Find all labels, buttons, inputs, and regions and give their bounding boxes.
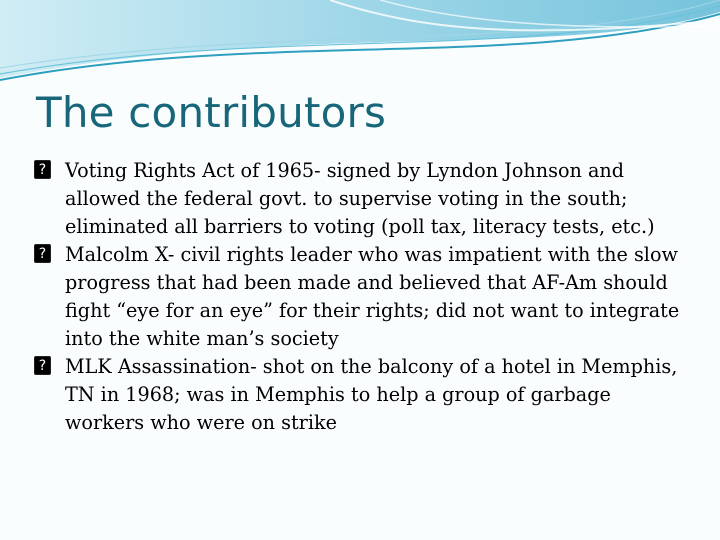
bullet-item — [34, 353, 694, 437]
replacement-character-icon: ? — [34, 160, 51, 179]
replacement-character-icon: ? — [34, 356, 51, 375]
bullet-item — [34, 241, 694, 353]
bullet-text: Voting Rights Act of 1965- signed by Lyndon Johnson and allowed the federal govt. to supervise voting in the south; eliminated all barriers to voting (poll tax, literacy tests, etc.) — [65, 159, 655, 238]
bullet-text: MLK Assassination- shot on the balcony of a hotel in Memphis, TN in 1968; was in Memphis to help a group of garbage workers who were on strike — [65, 355, 678, 434]
bullet-text: Malcolm X- civil rights leader who was impatient with the slow progress that had been made and believed that AF-Am should fight “eye for an eye” for their rights; did not want to integrate into the white man’s society — [65, 243, 680, 350]
bullet-item — [34, 157, 694, 241]
bullet-list — [34, 157, 694, 437]
decorative-wave-banner — [0, 0, 720, 90]
slide-title: The contributors — [36, 88, 387, 137]
replacement-character-icon: ? — [34, 244, 51, 263]
